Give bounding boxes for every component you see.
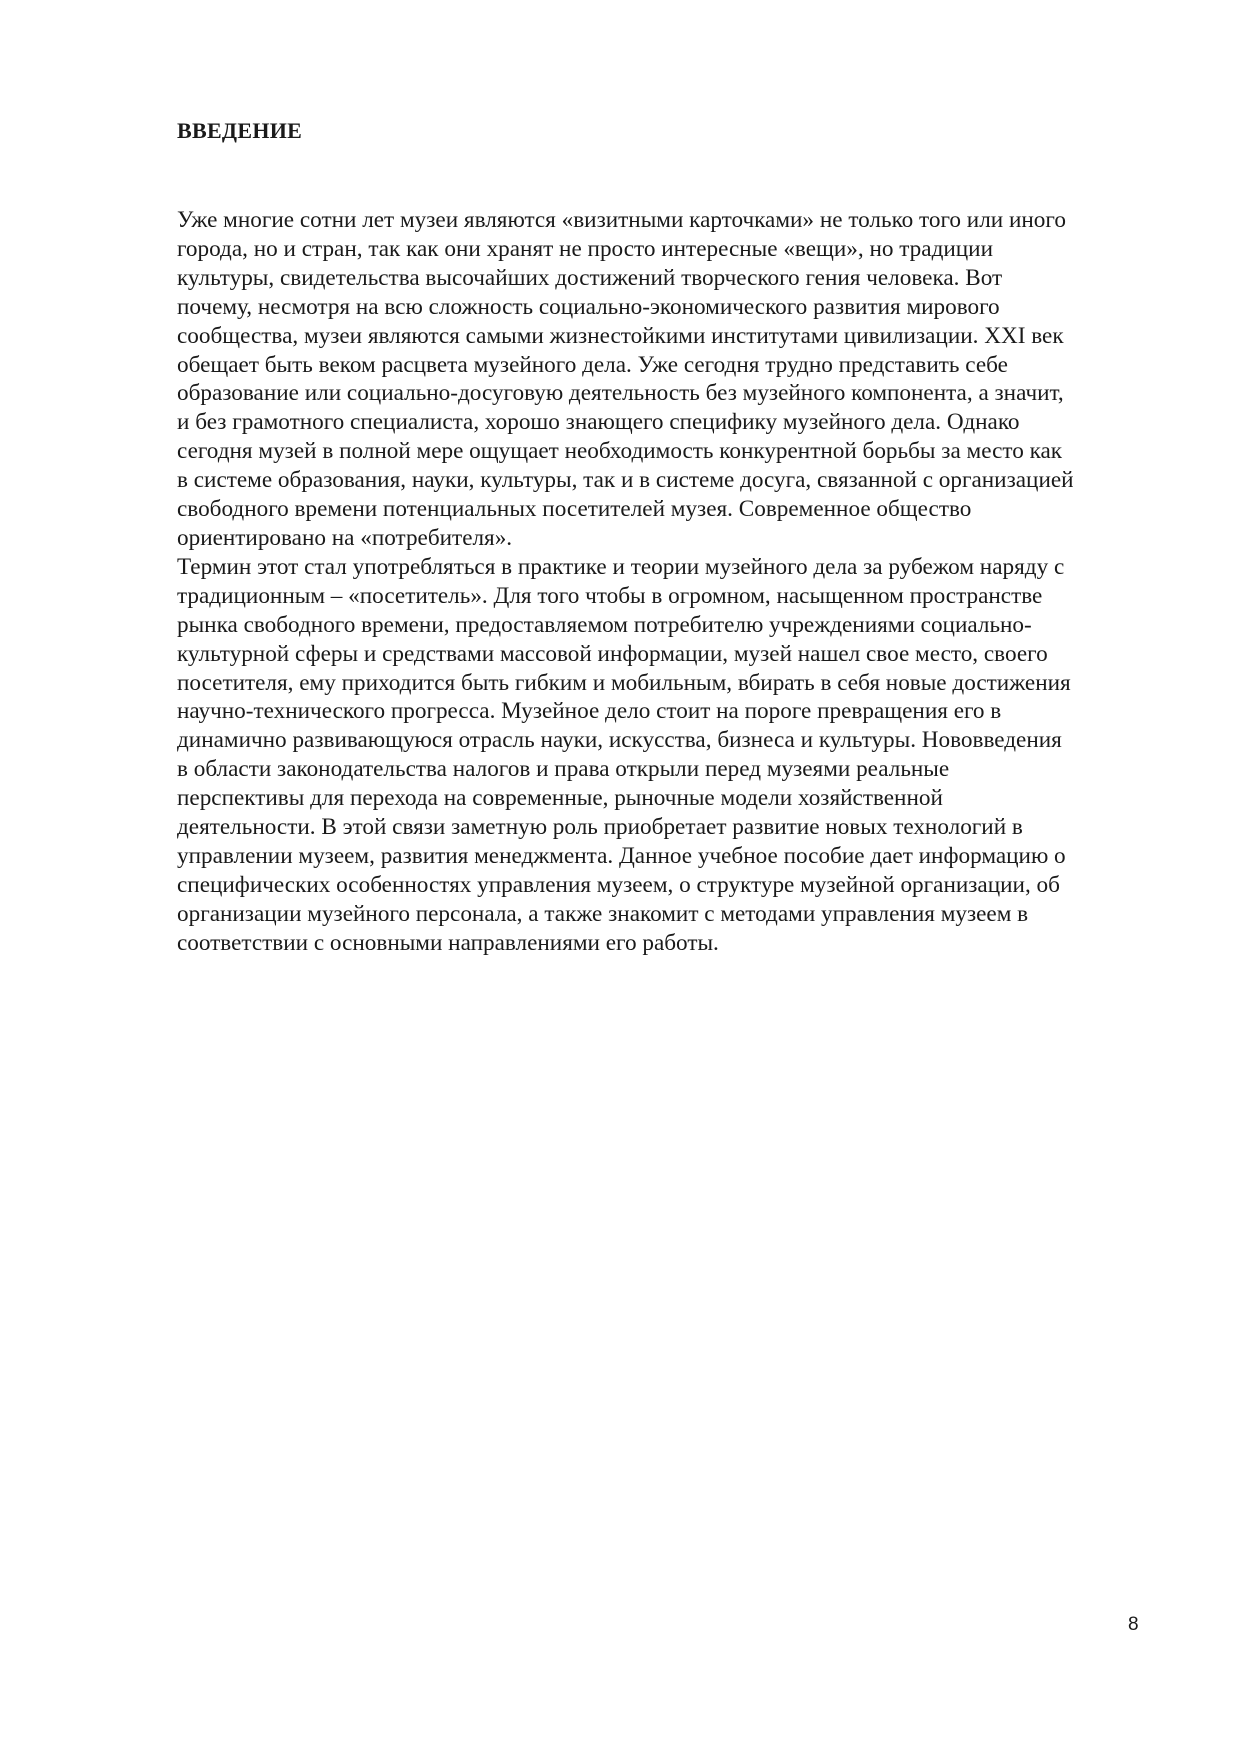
text-line: научно-технического прогресса. Музейное дело стоит на пороге превращения его в	[177, 698, 1002, 725]
text-line: деятельности. В этой связи заметную роль приобретает развитие новых технологий в	[177, 814, 1023, 841]
text-line: динамично развивающуюся отрасль науки, искусства, бизнеса и культуры. Нововведения	[177, 727, 1062, 754]
text-line: Уже многие сотни лет музеи являются «визитными карточками» не только того или иного	[177, 207, 1066, 233]
text-line: в системе образования, науки, культуры, так и в системе досуга, связанной с организацией	[177, 467, 1074, 494]
text-line: в области законодательства налогов и права открыли перед музеями реальные	[177, 756, 950, 783]
text-line: почему, несмотря на всю сложность социально-экономического развития мирового	[177, 293, 1000, 320]
section-heading: ВВЕДЕНИЕ	[177, 118, 303, 143]
text-line: ориентировано на «потребителя».	[177, 524, 513, 551]
text-line: города, но и стран, так как они хранят не просто интересные «вещи», но традиции	[177, 235, 994, 262]
text-line: культурной сферы и средствами массовой информации, музей нашел свое место, своего	[177, 640, 1048, 667]
text-line: обещает быть веком расцвета музейного дела. Уже сегодня трудно представить себе	[177, 351, 1008, 378]
text-line: организации музейного персонала, а также знакомит с методами управления музеем в	[177, 900, 1029, 927]
text-line: соответствии с основными направлениями его работы.	[177, 929, 719, 956]
text-line: рынка свободного времени, предоставляемом потребителю учреждениями социально-	[177, 611, 1032, 638]
text-line: образование или социально-досуговую деятельность без музейного компонента, а значит,	[177, 380, 1064, 407]
text-line: специфических особенностях управления музеем, о структуре музейной организации, об	[177, 871, 1060, 898]
text-line: перспективы для перехода на современные, рыночные модели хозяйственной	[177, 785, 943, 812]
text-line: культуры, свидетельства высочайших достижений творческого гения человека. Вот	[177, 264, 1003, 291]
text-line: и без грамотного специалиста, хорошо знающего специфику музейного дела. Однако	[177, 409, 1020, 436]
text-line: посетителя, ему приходится быть гибким и мобильным, вбирать в себя новые достижения	[177, 669, 1071, 696]
text-line: управлении музеем, развития менеджмента. Данное учебное пособие дает информацию о	[177, 842, 1066, 869]
text-line: свободного времени потенциальных посетителей музея. Современное общество	[177, 496, 972, 523]
text-line: сообщества, музеи являются самыми жизнестойкими институтами цивилизации. XXI век	[177, 322, 1064, 349]
text-line: традиционным – «посетитель». Для того чтобы в огромном, насыщенном пространстве	[177, 582, 1043, 609]
page-number: 8	[1128, 1614, 1139, 1635]
text-line: сегодня музей в полной мере ощущает необходимость конкурентной борьбы за место как	[177, 438, 1063, 465]
text-line: Термин этот стал употребляться в практике и теории музейного дела за рубежом наряду с	[177, 553, 1065, 580]
body-text	[177, 206, 1157, 958]
